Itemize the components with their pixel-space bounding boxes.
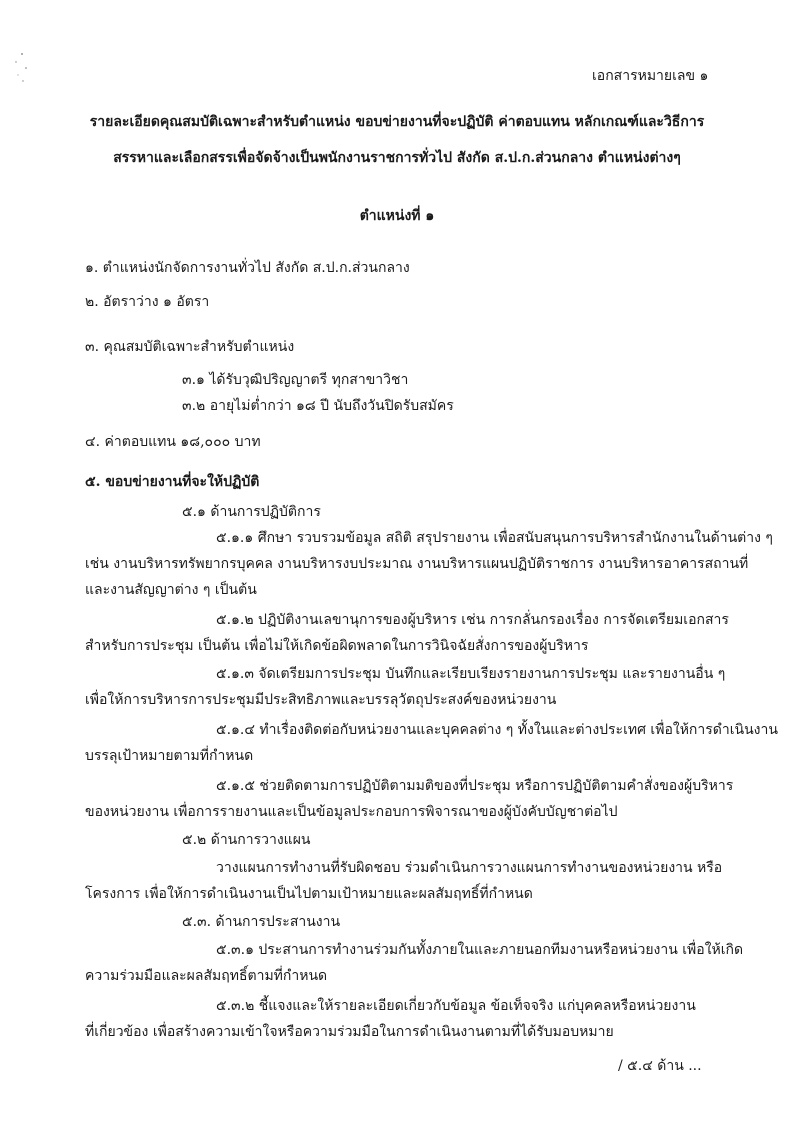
doc-number: เอกสารหมายเลข ๑ (592, 68, 709, 84)
position-heading: ตำแหน่งที่ ๑ (359, 208, 435, 224)
section-5-2-line-b: โครงการ เพื่อให้การดำเนินงานเป็นไปตามเป้าหมายและผลสัมฤทธิ์ที่กำหนด (85, 886, 533, 902)
scan-speck-mark (8, 48, 38, 88)
section-5-1-2-line-a: ๕.๑.๒ ปฏิบัติงานเลขานุการของผู้บริหาร เช่น การกลั่นกรองเรื่อง การจัดเตรียมเอกสาร (216, 612, 729, 628)
section-5-3: ๕.๓. ด้านการประสานงาน (182, 914, 341, 930)
item-3-qualifications: ๓. คุณสมบัติเฉพาะสำหรับตำแหน่ง (85, 339, 295, 355)
section-5-1-3-line-a: ๕.๑.๓ จัดเตรียมการประชุม บันทึกและเรียบเรียงรายงานการประชุม และรายงานอื่น ๆ (216, 666, 726, 682)
section-5-1-2-line-b: สำหรับการประชุม เป็นต้น เพื่อไม่ให้เกิดข้อผิดพลาดในการวินิจฉัยสั่งการของผู้บริหาร (85, 638, 589, 654)
section-5-3-1-line-a: ๕.๓.๑ ประสานการทำงานร่วมกันทั้งภายในและภายนอกทีมงานหรือหน่วยงาน เพื่อให้เกิด (216, 942, 744, 958)
item-5-scope: ๕. ขอบข่ายงานที่จะให้ปฏิบัติ (85, 474, 260, 490)
section-5-1-1-line-a: ๕.๑.๑ ศึกษา รวบรวมข้อมูล สถิติ สรุปรายงาน เพื่อสนับสนุนการบริหารสำนักงานในด้านต่าง ๆ (216, 530, 773, 546)
section-5-2-line-a: วางแผนการทำงานที่รับผิดชอบ ร่วมดำเนินการวางแผนการทำงานของหน่วยงาน หรือ (216, 860, 723, 876)
section-5-1-4-line-a: ๕.๑.๔ ทำเรื่องติดต่อกับหน่วยงานและบุคคลต่าง ๆ ทั้งในและต่างประเทศ เพื่อให้การดำเนินงาน (216, 722, 778, 738)
section-5-3-2-line-b: ที่เกี่ยวข้อง เพื่อสร้างความเข้าใจหรือความร่วมมือในการดำเนินงานตามที่ได้รับมอบหมาย (85, 1024, 614, 1040)
section-5-3-2-line-a: ๕.๓.๒ ชี้แจงและให้รายละเอียดเกี่ยวกับข้อมูล ข้อเท็จจริง แก่บุคคลหรือหน่วยงาน (216, 998, 696, 1014)
section-5-1: ๕.๑ ด้านการปฏิบัติการ (182, 504, 321, 520)
section-5-1-1-line-c: และงานสัญญาต่าง ๆ เป็นต้น (85, 582, 257, 598)
continuation-note: / ๕.๔ ด้าน ... (618, 1058, 702, 1074)
item-3-2: ๓.๒ อายุไม่ต่ำกว่า ๑๘ ปี นับถึงวันปิดรับสมัคร (182, 398, 454, 414)
section-5-3-1-line-b: ความร่วมมือและผลสัมฤทธิ์ตามที่กำหนด (85, 968, 328, 984)
item-4-compensation: ๔. ค่าตอบแทน ๑๘,๐๐๐ บาท (85, 434, 261, 450)
item-2-vacancy: ๒. อัตราว่าง ๑ อัตรา (85, 294, 210, 310)
section-5-1-4-line-b: บรรลุเป้าหมายตามที่กำหนด (85, 748, 254, 764)
section-5-1-1-line-b: เช่น งานบริหารทรัพยากรบุคคล งานบริหารงบประมาณ งานบริหารแผนปฏิบัติราชการ งานบริหารอาคารสถานที่ (85, 556, 749, 572)
section-5-2: ๕.๒ ด้านการวางแผน (182, 832, 311, 848)
item-1-position: ๑. ตำแหน่งนักจัดการงานทั่วไป สังกัด ส.ป.ก.ส่วนกลาง (85, 260, 410, 276)
section-5-1-5-line-a: ๕.๑.๕ ช่วยติดตามการปฏิบัติตามมติของที่ประชุม หรือการปฏิบัติตามคำสั่งของผู้บริหาร (216, 778, 734, 794)
title-line-1: รายละเอียดคุณสมบัติเฉพาะสำหรับตำแหน่ง ขอบข่ายงานที่จะปฏิบัติ ค่าตอบแทน หลักเกณฑ์และวิธีการ (89, 114, 705, 130)
section-5-1-5-line-b: ของหน่วยงาน เพื่อการรายงานและเป็นข้อมูลประกอบการพิจารณาของผู้บังคับบัญชาต่อไป (85, 804, 618, 820)
item-3-1: ๓.๑ ได้รับวุฒิปริญญาตรี ทุกสาขาวิชา (182, 372, 409, 388)
title-line-2: สรรหาและเลือกสรรเพื่อจัดจ้างเป็นพนักงานราชการทั่วไป สังกัด ส.ป.ก.ส่วนกลาง ตำแหน่งต่างๆ (113, 150, 681, 166)
section-5-1-3-line-b: เพื่อให้การบริหารการประชุมมีประสิทธิภาพและบรรลุวัตถุประสงค์ของหน่วยงาน (85, 692, 557, 708)
